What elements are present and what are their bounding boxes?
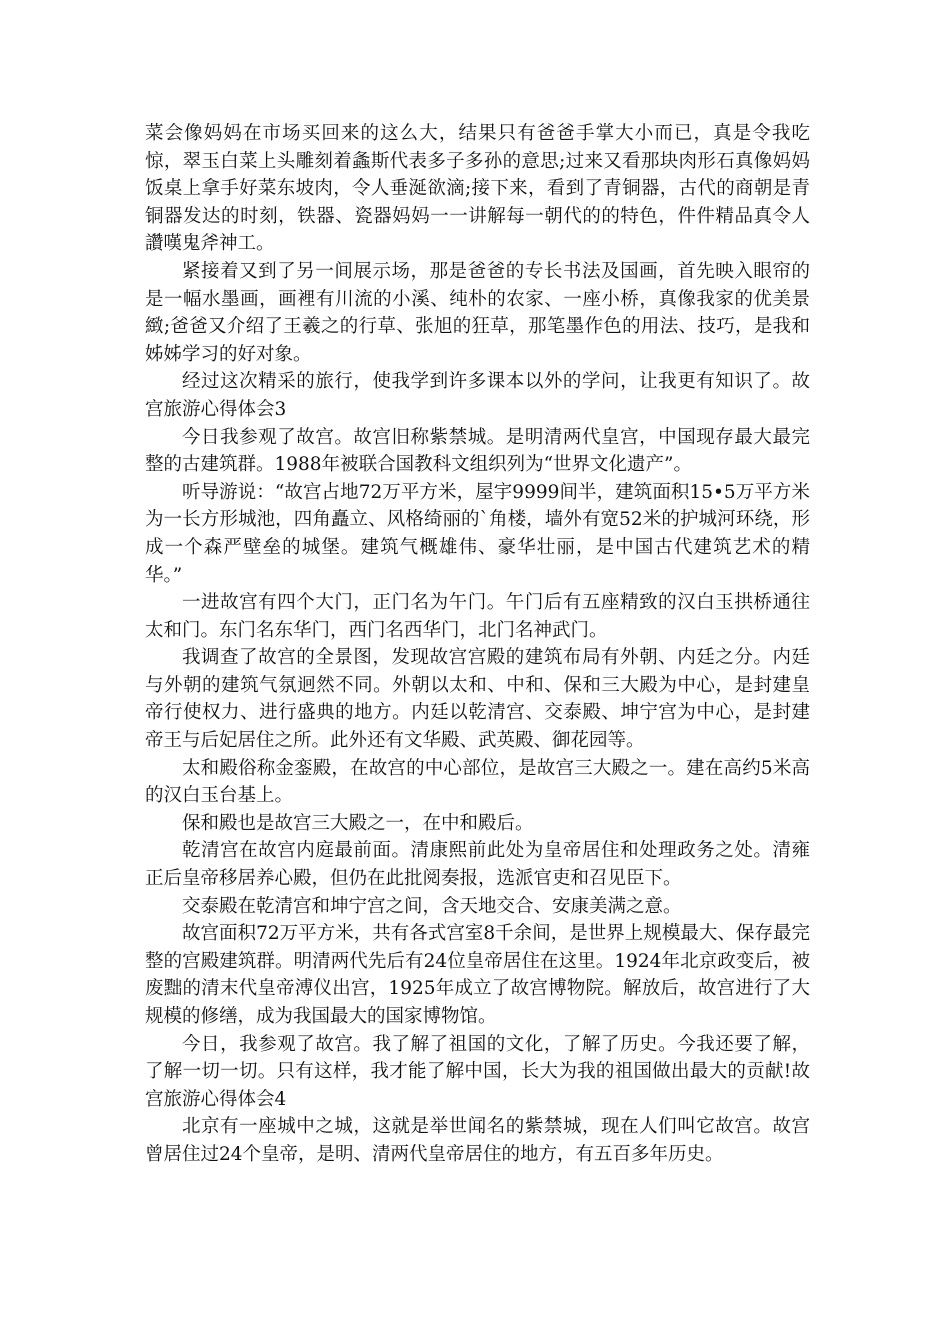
- paragraph-7: 我调查了故宫的全景图，发现故宫宫殿的建筑布局有外朝、内廷之分。内廷与外朝的建筑气氛迥然不同。外朝以太和、中和、保和三大殿为中心，是封建皇帝行使权力、进行盛典的地方。内廷以乾清宫、交泰殿、坤宁宫为中心，是封建帝王与后妃居住之所。此外还有文华殿、武英殿、御花园等。: [145, 647, 810, 752]
- paragraph-9: 保和殿也是故宫三大殿之一，在中和殿后。: [182, 812, 534, 834]
- paragraph-10: 乾清宫在故宫内庭最前面。清康熙前此处为皇帝居住和处理政务之处。清雍正后皇帝移居养心殿，但仍在此批阅奏报，选派官吏和召见臣下。: [145, 840, 810, 890]
- paragraph-11: 交泰殿在乾清宫和坤宁宫之间，含天地交合、安康美满之意。: [182, 895, 682, 917]
- paragraph-2: 紧接着又到了另一间展示场，那是爸爸的专长书法及国画，首先映入眼帘的是一幅水墨画，画裡有川流的小溪、纯朴的农家、一座小桥，真像我家的优美景緻;爸爸又介绍了王羲之的行草、张旭的狂草，那笔墨作色的用法、技巧，是我和姊姊学习的好对象。: [145, 260, 810, 365]
- paragraph-3: 经过这次精采的旅行，使我学到许多课本以外的学问，让我更有知识了。故宫旅游心得体会3: [145, 371, 810, 420]
- paragraph-4: 今日我参观了故宫。故宫旧称紫禁城。是明清两代皇宫，中国现存最大最完整的古建筑群。1988年被联合国教科文组织列为“世界文化遗产”。: [145, 426, 810, 476]
- paragraph-8: 太和殿俗称金銮殿，在故宫的中心部位，是故宫三大殿之一。建在高约5米高的汉白玉台基上。: [145, 757, 810, 807]
- paragraph-6: 一进故宫有四个大门，正门名为午门。午门后有五座精致的汉白玉拱桥通往太和门。东门名东华门，西门名西华门，北门名神武门。: [145, 592, 810, 641]
- paragraph-13: 今日，我参观了故宫。我了解了祖国的文化，了解了历史。今我还要了解，了解一切一切。只有这样，我才能了解中国，长大为我的祖国做出最大的贡献!故宫旅游心得体会4: [145, 1033, 811, 1110]
- paragraph-5: 听导游说：“故宫占地72万平方米，屋宇9999间半，建筑面积15•5万平方米为一长方形城池，四角矗立、风格绮丽的`角楼，墙外有宽52米的护城河环绕，形成一个森严壁垒的城堡。建筑气概雄伟、豪华壮丽，是中国古代建筑艺术的精华。”: [145, 481, 810, 586]
- paragraph-1: 菜会像妈妈在市场买回来的这么大，结果只有爸爸手掌大小而已，真是令我吃惊，翠玉白菜上头雕刻着螽斯代表多子多孙的意思;过来又看那块肉形石真像妈妈饭桌上拿手好菜东坡肉，令人垂涎欲滴;接下来，看到了青铜器，古代的商朝是青铜器发达的时刻，铁器、瓷器妈妈一一讲解每一朝代的的特色，件件精品真令人讚嘆鬼斧神工。: [145, 123, 810, 255]
- document-page: [145, 120, 810, 1169]
- paragraph-12: 故宫面积72万平方米，共有各式宫室8千余间，是世界上规模最大、保存最完整的宫殿建筑群。明清两代先后有24位皇帝居住在这里。1924年北京政变后，被废黜的清末代皇帝溥仪出宫，1925年成立了故宫博物院。解放后，故宫进行了大规模的修缮，成为我国最大的国家博物馆。: [145, 923, 810, 1027]
- paragraph-14: 北京有一座城中之城，这就是举世闻名的紫禁城，现在人们叫它故宫。故宫曾居住过24个皇帝，是明、清两代皇帝居住的地方，有五百多年历史。: [145, 1116, 810, 1165]
